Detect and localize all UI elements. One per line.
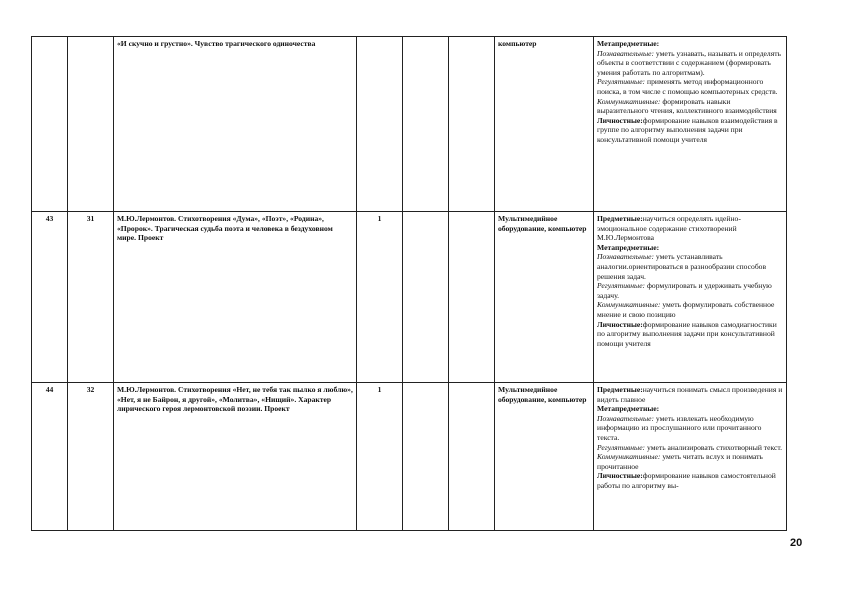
lesson-theme-cell: М.Ю.Лермонтов. Стихотворения «Дума», «Поэт», «Родина», «Пророк». Трагическая судьба поэта и человека в бездуховном мире. Проект (114, 212, 357, 383)
cognitive-text: уметь извлекать необходимую информацию из прослушанного или прочитанного текста. (597, 413, 762, 442)
empty-cell (449, 37, 495, 212)
empty-cell (403, 212, 449, 383)
lesson-theme-cell: М.Ю.Лермонтов. Стихотворения «Нет, не тебя так пылко я люблю», «Нет, я не Байрон, я другой», «Молитва», «Нищий». Характер лирического героя лермонтовской поэзии. Проект (114, 383, 357, 531)
lesson-number-cell (32, 37, 68, 212)
communicative-text: формировать навыки выразительного чтения, коллективного взаимодействия (597, 96, 777, 116)
hours-cell (357, 37, 403, 212)
meta-label: Метапредметные: (597, 404, 660, 414)
cognitive-text: уметь узнавать, называть и определять объекты в соответствии с содержанием (формировать умения работать по алгоритмам). (597, 48, 781, 77)
lesson-number-cell: 44 (32, 383, 68, 531)
results-cell (594, 383, 787, 531)
section-lesson-number-cell: 31 (68, 212, 114, 383)
subject-text: научиться понимать смысл произведения и видеть главное (597, 385, 783, 404)
empty-cell (449, 212, 495, 383)
lesson-theme-cell: «И скучно и грустно». Чувство трагического одиночества (114, 37, 357, 212)
communicative-label: Коммуникативные: (597, 452, 661, 462)
subject-text: научиться определять идейно-эмоциональное содержание стихотворений М.Ю.Лермонтова (597, 214, 741, 243)
subject-label: Предметные: (597, 214, 643, 223)
lesson-plan-table (31, 36, 787, 531)
lesson-number-cell: 43 (32, 212, 68, 383)
meta-label: Метапредметные: (597, 39, 660, 48)
personal-text: формирование навыков самодиагностики по алгоритму выполнения задачи при консультативной помощи учителя (597, 319, 777, 348)
results-cell (594, 212, 787, 383)
empty-cell (449, 383, 495, 531)
communicative-text: уметь читать вслух и понимать прочитанное (597, 452, 763, 471)
section-lesson-number-cell: 32 (68, 383, 114, 531)
personal-label: Личностные: (597, 319, 643, 329)
hours-cell: 1 (357, 212, 403, 383)
cognitive-label: Познавательные: (597, 48, 654, 58)
equipment-cell: Мультимедийное оборудование, компьютер (495, 212, 594, 383)
empty-cell (403, 37, 449, 212)
regulatory-text: уметь анализировать стихотворный текст. (647, 442, 783, 452)
page-number: 20 (790, 537, 803, 549)
cognitive-label: Познавательные: (597, 413, 654, 423)
communicative-label: Коммуникативные: (597, 96, 661, 106)
subject-label: Предметные: (597, 385, 643, 394)
regulatory-label: Регулятивные: (597, 77, 646, 87)
regulatory-text: применять метод информационного поиска, в том числе с помощью компьютерных средств. (597, 77, 778, 96)
equipment-cell: Мультимедийное оборудование, компьютер (495, 383, 594, 531)
table-row (32, 37, 787, 212)
cognitive-text: уметь устанавливать аналогии.ориентироваться в разнообразии способов решения задач. (597, 252, 767, 281)
regulatory-label: Регулятивные: (597, 442, 646, 452)
table-row (32, 383, 787, 531)
personal-text: формирование навыков самостоятельной работы по алгоритму вы- (597, 471, 776, 490)
meta-label: Метапредметные: (597, 242, 660, 252)
table-row (32, 212, 787, 383)
equipment-cell: компьютер (495, 37, 594, 212)
communicative-text: уметь формулировать собственное мнение и свою позицию (597, 300, 775, 319)
personal-label: Личностные: (597, 471, 643, 481)
personal-text: формирование навыков взаимодействия в группе по алгоритму выполнения задачи при консультативной помощи учителя (597, 115, 778, 144)
personal-label: Личностные: (597, 115, 643, 125)
hours-cell: 1 (357, 383, 403, 531)
regulatory-text: формулировать и удерживать учебную задачу. (597, 281, 772, 300)
regulatory-label: Регулятивные: (597, 281, 646, 291)
section-lesson-number-cell (68, 37, 114, 212)
results-cell (594, 37, 787, 212)
cognitive-label: Познавательные: (597, 252, 654, 262)
empty-cell (403, 383, 449, 531)
communicative-label: Коммуникативные: (597, 300, 661, 310)
